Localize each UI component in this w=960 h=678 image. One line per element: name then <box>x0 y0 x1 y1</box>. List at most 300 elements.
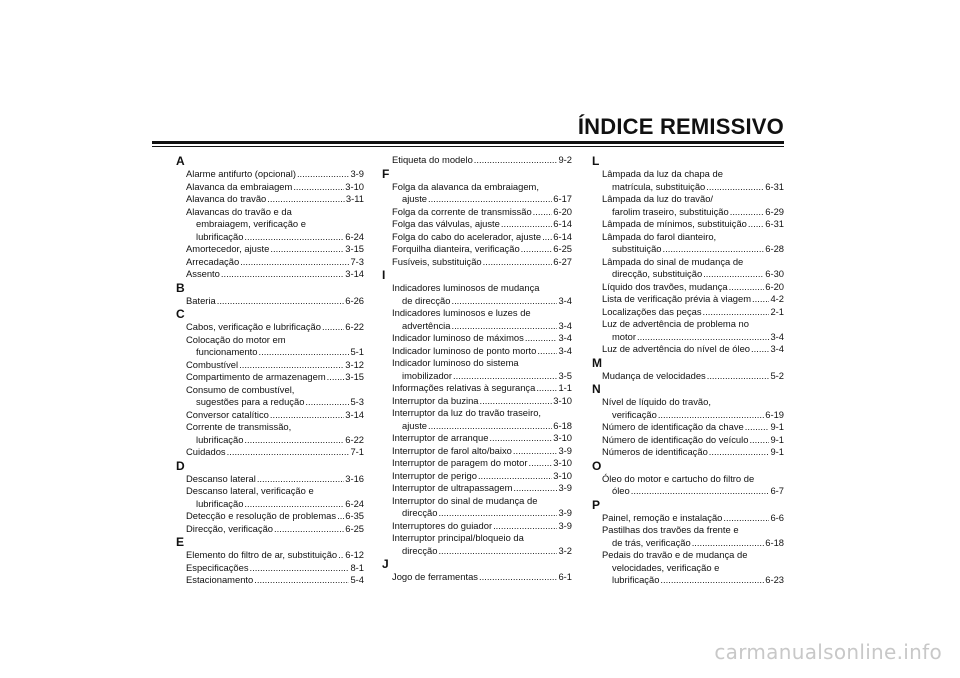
entry-line <box>186 574 364 587</box>
entry-label: Número de identificação da chave <box>602 421 744 432</box>
leader-dots <box>438 507 557 520</box>
page-reference: 3-9 <box>350 168 364 179</box>
leader-dots <box>259 346 350 359</box>
entry-label: Informações relativas à segurança <box>392 382 536 393</box>
index-entry <box>382 445 572 458</box>
index-entry <box>592 512 784 525</box>
index-entry <box>592 473 784 498</box>
entry-line <box>602 181 784 194</box>
entry-label: Interruptor de farol alto/baixo <box>392 444 512 456</box>
leader-dots <box>493 520 557 533</box>
section-letter: F <box>382 166 390 181</box>
leader-dots <box>239 359 344 372</box>
page-reference: 3-5 <box>558 369 572 381</box>
entry-label: ajuste <box>402 193 428 204</box>
page-reference: 3-4 <box>770 343 784 354</box>
entry-line <box>186 218 364 231</box>
entry-label: funcionamento <box>196 346 258 357</box>
page-reference: 9-1 <box>770 421 784 432</box>
page-reference: 6-22 <box>345 433 364 445</box>
entry-line <box>602 293 784 306</box>
leader-dots <box>474 154 558 167</box>
leader-dots <box>660 574 764 587</box>
page-reference: 6-31 <box>765 180 784 192</box>
entry-label: Descanso lateral <box>186 472 256 484</box>
leader-dots <box>267 193 345 206</box>
entry-line <box>392 295 572 308</box>
index-entry <box>176 574 364 587</box>
page-reference: 6-25 <box>553 243 572 254</box>
leader-dots <box>274 523 344 536</box>
entry-label: Indicador luminoso do sistema <box>392 357 519 368</box>
page-reference: 6-14 <box>553 218 572 229</box>
entry-label: Lâmpada do farol dianteiro, <box>602 230 717 242</box>
page-reference: 3-4 <box>558 332 572 343</box>
leader-dots <box>703 306 770 319</box>
page-reference: 6-30 <box>765 268 784 279</box>
entry-label: Pastilhas dos travões da frente e <box>602 524 739 535</box>
entry-line <box>602 193 784 206</box>
page-reference: 3-4 <box>558 319 572 331</box>
page-reference: 3-9 <box>558 519 572 531</box>
entry-label: direcção, substituição <box>612 268 703 279</box>
page-reference: 6-24 <box>345 497 364 509</box>
entry-line <box>392 520 572 533</box>
index-entry <box>382 345 572 358</box>
entry-label: Combustível <box>186 358 239 370</box>
entry-line <box>186 168 364 181</box>
index-entry <box>176 168 364 181</box>
entry-line <box>602 549 784 562</box>
entry-line <box>392 357 572 370</box>
entry-line <box>186 421 364 434</box>
index-entry <box>382 357 572 382</box>
entry-label: Detecção e resolução de problemas <box>186 510 337 521</box>
leader-dots <box>729 281 765 294</box>
section-letter: L <box>592 154 600 168</box>
leader-dots <box>513 445 558 458</box>
page-reference: 6-28 <box>765 243 784 254</box>
page-reference: 3-9 <box>558 507 572 518</box>
entry-line <box>602 512 784 525</box>
leader-dots <box>322 321 344 334</box>
entry-label: Compartimento de armazenagem <box>186 371 326 382</box>
index-entry <box>382 181 572 206</box>
index-entry <box>592 446 784 459</box>
page-reference: 6-25 <box>345 522 364 534</box>
index-entry <box>382 532 572 557</box>
page-reference: 2-1 <box>770 305 784 317</box>
entry-line <box>392 445 572 458</box>
entry-line <box>186 523 364 536</box>
entry-line <box>186 206 364 219</box>
section-letter: I <box>382 268 386 282</box>
index-entry <box>382 154 572 167</box>
leader-dots <box>240 256 349 269</box>
entry-label: Jogo de ferramentas <box>392 571 478 582</box>
page-reference: 6-17 <box>553 193 572 204</box>
page-reference: 3-10 <box>553 469 572 481</box>
leader-dots <box>730 206 765 219</box>
leader-dots <box>428 420 552 433</box>
entry-line <box>186 510 364 523</box>
index-entry <box>176 473 364 486</box>
entry-label: Lâmpada do sinal de mudança de <box>602 255 744 267</box>
entry-label: lubrificação <box>196 497 244 509</box>
entry-label: Folga da alavanca da embraiagem, <box>392 180 539 192</box>
entry-line <box>392 470 572 483</box>
entry-line <box>392 571 572 584</box>
entry-line <box>602 206 784 219</box>
index-entry <box>382 470 572 483</box>
entry-label: de trás, verificação <box>612 536 691 548</box>
index-entry <box>382 432 572 445</box>
entry-line <box>186 562 364 575</box>
index-entry <box>382 218 572 231</box>
index-entry <box>176 371 364 384</box>
page-reference: 6-7 <box>770 485 784 496</box>
entry-label: verificação <box>612 408 657 420</box>
entry-label: farolim traseiro, substituição <box>612 205 729 217</box>
index-entry <box>382 495 572 520</box>
page-reference: 9-2 <box>558 154 572 165</box>
leader-dots <box>270 409 344 422</box>
index-entry <box>592 168 784 193</box>
index-entry <box>176 256 364 269</box>
index-entry <box>382 243 572 256</box>
index-entry <box>382 482 572 495</box>
leader-dots <box>709 446 770 459</box>
index-entry <box>592 524 784 549</box>
index-entry <box>176 243 364 256</box>
leader-dots <box>748 218 764 231</box>
entry-label: Descanso lateral, verificação e <box>186 485 314 496</box>
page-reference: 3-10 <box>345 180 364 192</box>
entry-label: ajuste <box>402 419 428 431</box>
entry-label: Interruptor da luz do travão traseiro, <box>392 407 542 418</box>
leader-dots <box>451 320 557 333</box>
page-reference: 3-4 <box>558 344 572 356</box>
leader-dots <box>489 432 552 445</box>
entry-label: Lâmpada da luz da chapa de <box>602 168 723 179</box>
entry-line <box>392 457 572 470</box>
leader-dots <box>525 332 558 345</box>
page-reference: 1-1 <box>558 382 572 393</box>
entry-label: direcção <box>402 544 438 556</box>
page-reference: 5-3 <box>350 396 364 407</box>
entry-label: sugestões para a redução <box>196 396 305 407</box>
leader-dots <box>479 571 557 584</box>
entry-line <box>392 432 572 445</box>
entry-label: Folga das válvulas, ajuste <box>392 218 500 229</box>
page-reference: 6-31 <box>765 218 784 229</box>
index-entry <box>382 282 572 307</box>
index-entry <box>382 332 572 345</box>
index-entry <box>382 457 572 470</box>
leader-dots <box>542 231 552 244</box>
entry-label: motor <box>612 330 636 342</box>
index-entry <box>592 318 784 343</box>
entry-label: Conversor catalítico <box>186 408 269 420</box>
entry-label: Etiqueta do modelo <box>392 154 473 165</box>
entry-label: Elemento do filtro de ar, substituição <box>186 549 338 560</box>
index-entry <box>176 359 364 372</box>
entry-label: Cabos, verificação e lubrificação <box>186 321 321 332</box>
entry-label: Números de identificação <box>602 446 708 457</box>
entry-line <box>186 384 364 397</box>
leader-dots <box>478 470 552 483</box>
entry-line <box>186 485 364 498</box>
index-entry <box>592 306 784 319</box>
index-entry <box>176 181 364 194</box>
entry-label: imobilizador <box>402 369 453 381</box>
index-entry <box>382 256 572 269</box>
entry-line <box>392 407 572 420</box>
leader-dots <box>658 409 764 422</box>
entry-line <box>602 168 784 181</box>
entry-line <box>186 231 364 244</box>
entry-line <box>392 243 572 256</box>
section-letter: E <box>176 535 185 549</box>
entry-line <box>392 545 572 558</box>
entry-line <box>186 181 364 194</box>
index-entry <box>592 434 784 447</box>
page-reference: 6-19 <box>765 408 784 420</box>
page-reference: 6-24 <box>345 230 364 242</box>
entry-label: Interruptores do guiador <box>392 519 493 531</box>
entry-label: óleo <box>612 485 630 496</box>
leader-dots <box>451 295 557 308</box>
entry-label: Lista de verificação prévia à viagem <box>602 293 752 304</box>
entry-line <box>392 395 572 408</box>
entry-line <box>602 421 784 434</box>
leader-dots <box>513 482 557 495</box>
index-entry <box>176 193 364 206</box>
entry-label: Interruptor de arranque <box>392 432 489 443</box>
page-reference: 3-16 <box>345 472 364 484</box>
entry-line <box>602 485 784 498</box>
entry-line <box>602 256 784 269</box>
entry-line <box>602 281 784 294</box>
leader-dots <box>257 473 344 486</box>
entry-label: de direcção <box>402 294 451 306</box>
entry-label: Amortecedor, ajuste <box>186 243 270 254</box>
entry-line <box>186 243 364 256</box>
entry-line <box>392 154 572 167</box>
entry-label: Forquilha dianteira, verificação <box>392 243 520 254</box>
leader-dots <box>293 181 344 194</box>
index-column-1 <box>176 154 364 587</box>
entry-line <box>602 446 784 459</box>
page-reference: 3-10 <box>553 394 572 406</box>
page-reference: 6-18 <box>765 536 784 548</box>
entry-line <box>186 295 364 308</box>
title-rule <box>152 141 784 144</box>
leader-dots <box>297 168 349 181</box>
entry-label: Painel, remoção e instalação <box>602 511 723 523</box>
page-reference: 5-1 <box>350 346 364 357</box>
index-entry <box>176 206 364 244</box>
entry-label: Pedais do travão e de mudança de <box>602 549 748 560</box>
index-entry <box>592 218 784 231</box>
page-reference: 6-12 <box>345 549 364 560</box>
page-reference: 9-1 <box>770 433 784 445</box>
entry-line <box>602 318 784 331</box>
entry-line <box>392 231 572 244</box>
index-entry <box>176 268 364 281</box>
page-reference: 5-4 <box>350 574 364 585</box>
page-reference: 3-15 <box>345 371 364 382</box>
entry-line <box>602 343 784 356</box>
leader-dots <box>751 343 769 356</box>
index-entry <box>382 520 572 533</box>
index-entry <box>176 510 364 523</box>
entry-label: Indicadores luminosos de mudança <box>392 282 540 293</box>
entry-label: Indicador luminoso de ponto morto <box>392 344 537 356</box>
page-reference: 9-1 <box>770 446 784 457</box>
section-letter: D <box>176 458 185 473</box>
entry-label: Luz de advertência de problema no <box>602 318 749 329</box>
leader-dots <box>337 510 344 523</box>
entry-line <box>186 371 364 384</box>
entry-line <box>602 306 784 319</box>
entry-line <box>186 334 364 347</box>
entry-line <box>602 562 784 575</box>
page-reference: 3-12 <box>345 358 364 370</box>
entry-line <box>186 473 364 486</box>
entry-label: Interruptor da buzina <box>392 394 479 406</box>
section-letter: J <box>382 557 389 571</box>
entry-line <box>392 332 572 345</box>
leader-dots <box>707 370 770 383</box>
entry-line <box>392 181 572 194</box>
leader-dots <box>254 574 349 587</box>
page-reference: 8-1 <box>350 561 364 573</box>
entry-label: Nível de líquido do travão, <box>602 396 711 407</box>
entry-label: Óleo do motor e cartucho do filtro de <box>602 472 755 484</box>
leader-dots <box>221 268 344 281</box>
section-letter: C <box>176 307 185 321</box>
leader-dots <box>723 512 769 525</box>
entry-label: direcção <box>402 507 438 518</box>
entry-line <box>392 345 572 358</box>
entry-line <box>392 282 572 295</box>
leader-dots <box>692 537 765 550</box>
leader-dots <box>631 485 770 498</box>
entry-line <box>392 320 572 333</box>
leader-dots <box>305 396 349 409</box>
entry-line <box>602 396 784 409</box>
entry-line <box>392 495 572 508</box>
leader-dots <box>706 181 764 194</box>
page-reference: 4-2 <box>770 293 784 304</box>
entry-label: Mudança de velocidades <box>602 369 706 381</box>
leader-dots <box>227 446 350 459</box>
index-entry <box>592 421 784 434</box>
entry-label: Folga da corrente de transmissão <box>392 205 532 217</box>
leader-dots <box>637 331 769 344</box>
entry-line <box>392 307 572 320</box>
entry-line <box>186 549 364 562</box>
section-letter: B <box>176 280 185 295</box>
index-column-3 <box>592 154 784 587</box>
entry-label: Assento <box>186 268 220 279</box>
entry-label: Indicador luminoso de máximos <box>392 332 524 343</box>
index-entry <box>592 256 784 281</box>
page-reference: 7-1 <box>350 446 364 457</box>
index-entry <box>382 382 572 395</box>
entry-label: advertência <box>402 319 451 331</box>
entry-line <box>392 420 572 433</box>
index-entry <box>592 281 784 294</box>
leader-dots <box>745 421 770 434</box>
leader-dots <box>244 434 344 447</box>
page-reference: 6-6 <box>770 511 784 523</box>
entry-line <box>392 370 572 383</box>
entry-label: Direcção, verificação <box>186 522 274 534</box>
entry-label: Cuidados <box>186 446 226 457</box>
leader-dots <box>663 243 765 256</box>
entry-label: Consumo de combustível, <box>186 383 295 395</box>
entry-label: lubrificação <box>196 230 244 242</box>
watermark: carmanualsonline.info <box>714 640 942 664</box>
index-entry <box>176 295 364 308</box>
entry-label: Lâmpada de mínimos, substituição <box>602 218 747 229</box>
page-reference: 3-2 <box>558 544 572 556</box>
leader-dots <box>327 371 345 384</box>
page-reference: 3-4 <box>558 294 572 306</box>
leader-dots <box>533 206 553 219</box>
entry-line <box>602 473 784 486</box>
entry-label: Especificações <box>186 561 249 573</box>
index-entry <box>176 523 364 536</box>
page-reference: 3-10 <box>553 432 572 443</box>
index-entry <box>592 396 784 421</box>
entry-line <box>602 243 784 256</box>
page-reference: 6-18 <box>553 419 572 431</box>
index-entry <box>176 562 364 575</box>
entry-line <box>392 218 572 231</box>
entry-line <box>602 370 784 383</box>
entry-line <box>392 507 572 520</box>
entry-line <box>186 498 364 511</box>
index-entry <box>176 384 364 409</box>
page-reference: 3-15 <box>345 243 364 254</box>
entry-line <box>602 218 784 231</box>
entry-line <box>186 321 364 334</box>
index-entry <box>176 334 364 359</box>
leader-dots <box>703 268 764 281</box>
leader-dots <box>338 549 344 562</box>
page-reference: 3-11 <box>345 193 364 204</box>
page-reference: 3-14 <box>345 268 364 279</box>
page-reference: 6-35 <box>345 510 364 521</box>
entry-label: Alavanca do travão <box>186 193 267 204</box>
leader-dots <box>438 545 557 558</box>
page-reference: 6-26 <box>345 294 364 306</box>
entry-label: Colocação do motor em <box>186 333 286 345</box>
entry-label: Interruptor de perigo <box>392 469 477 481</box>
entry-line <box>186 346 364 359</box>
entry-line <box>392 256 572 269</box>
page-reference: 6-23 <box>765 574 784 585</box>
entry-label: lubrificação <box>612 574 660 585</box>
leader-dots <box>752 293 769 306</box>
page-reference: 6-1 <box>558 571 572 582</box>
index-entry <box>382 395 572 408</box>
section-letter: O <box>592 458 602 473</box>
entry-line <box>602 434 784 447</box>
